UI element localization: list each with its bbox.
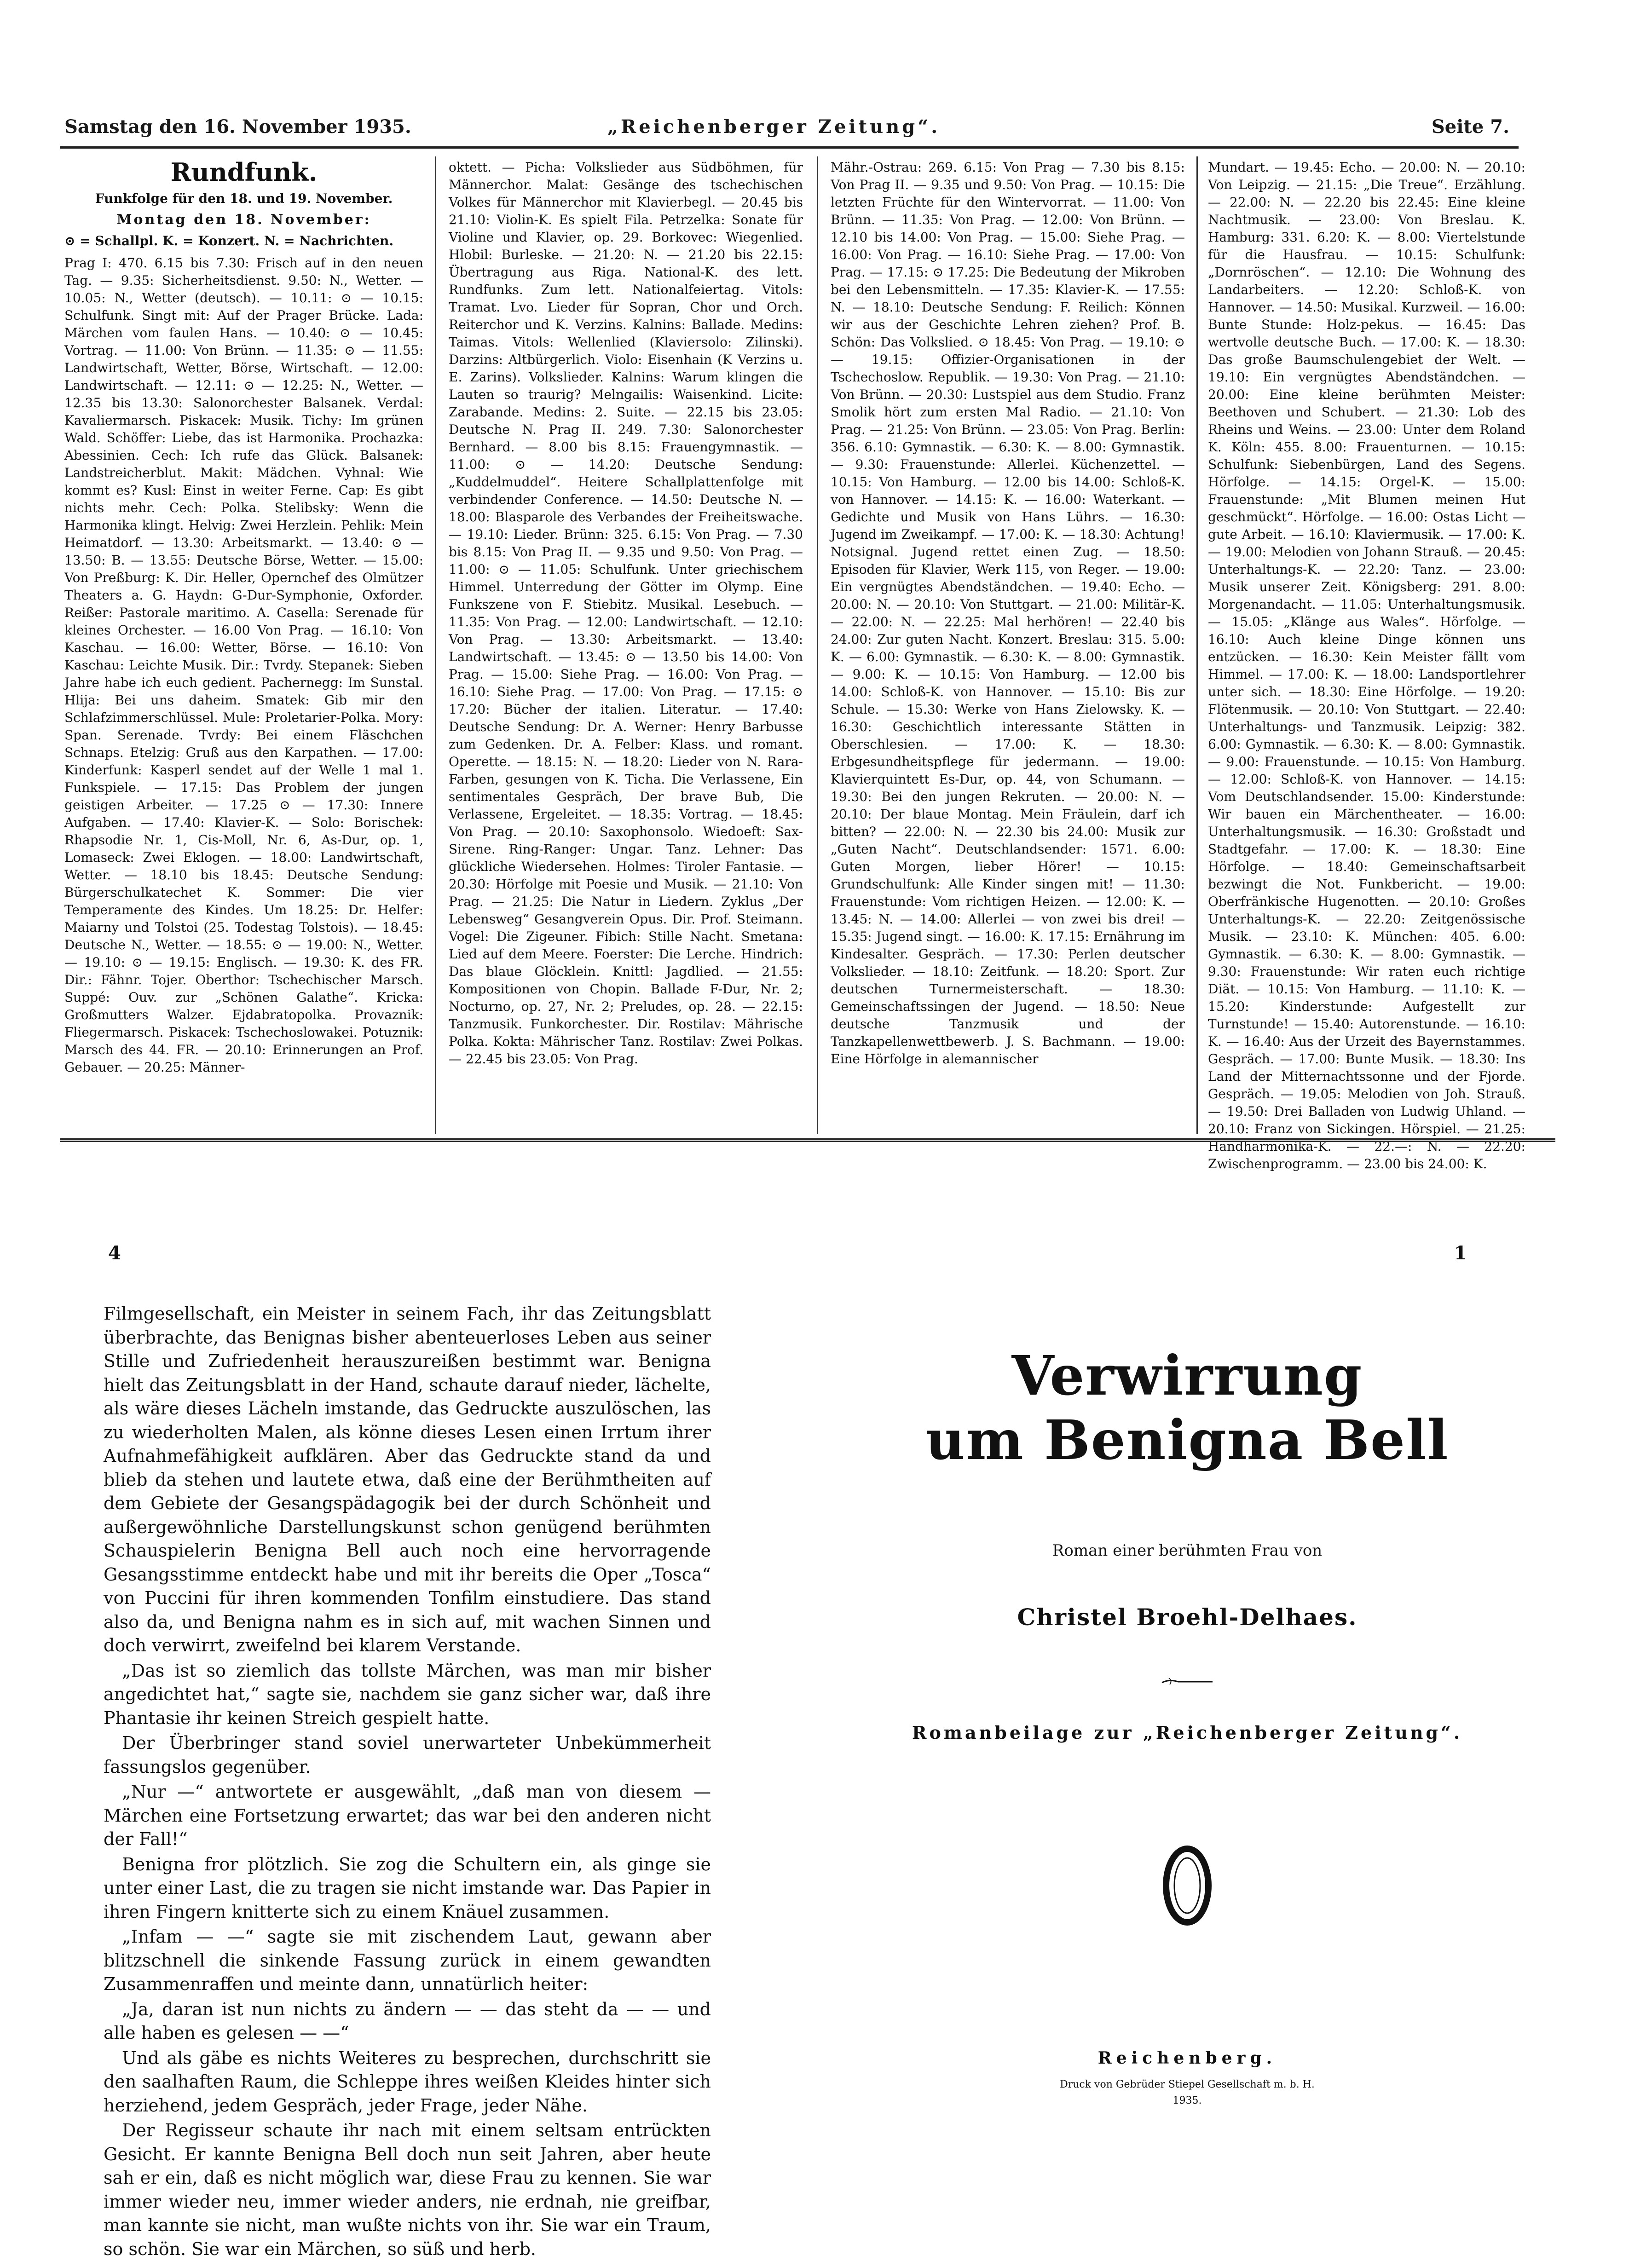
right-page-number: 1 [1454,1242,1467,1264]
radio-legend: ⊙ = Schallpl. K. = Konzert. N. = Nachrichten. [64,233,394,248]
page-header [64,116,1509,144]
radio-column-4 [1208,159,1525,1171]
radio-day: Montag den 18. November: [116,212,371,228]
story-paragraph: „Das ist so ziemlich das tollste Märchen, was man mir bisher angedichtet hat,“ sagte sie, nachdem sie ganz sicher war, daß ihre Phantasie ihr keinen Streich gespielt hatte. [104,1660,711,1728]
radio-column-1 [64,159,423,1130]
radio-column-3-text: Mähr.-Ostrau: 269. 6.15: Von Prag — 7.30 bis 8.15: Von Prag II. — 9.35 und 9.50: Von Prag. — 10.15: Die letzten Früchte für den Wintervorrat. — 11.00: Von Brünn. — 11.35: Von Prag. — 12.00: Von Brünn. — 12.10 bis 14.00: Von Prag. — 15.00: Siehe Prag. — 16.00: Von Prag. — 16.10: Siehe Prag. — 17.00: Von Prag. — 17.15: ⊙ 17.25: Die Bedeutung der Mikroben bei den Lebensmitteln. — 17.35: Klavier-K. — 17.55: N. — 18.10: Deutsche Sendung: F. Reilich: Können wir aus der Geschichte Lehren ziehen? Prof. B. Schön: Das Volkslied. ⊙ 18.45: Von Prag. — 19.10: ⊙ — 19.15: Offizier-Organisationen in der Tschechoslow. Republik. — 19.30: Von Prag. — 21.10: Von Brünn. — 20.30: Lustspiel aus dem Studio. Franz Smolik hört zum ersten Mal Radio. — 21.10: Von Prag. — 21.25: Von Brünn. — 23.05: Von Prag. Berlin: 356. 6.10: Gymnastik. — 6.30: K. — 8.00: Gymnastik. — 9.30: Frauenstunde: Allerlei. Küchenzettel. — 10.15: Von Hamburg. — 12.00 bis 14.00: Schloß-K. von Hannover. — 14.15: K. — 16.00: Waterkant. — Gedichte und Musik von Hans Lührs. — 16.30: Jugend im Zweikampf. — 17.00: K. — 18.30: Achtung! Notsignal. Jugend rettet einen Zug. — 18.50: Episoden für Klavier, Werk 115, von Reger. — 19.00: Ein vergnügtes Abendständchen. — 19.40: Echo. — 20.00: N. — 20.10: Von Stuttgart. — 21.00: Militär-K. — 22.00: N. — 22.25: Mal herhören! — 22.40 bis 24.00: Zur guten Nacht. Konzert. Breslau: 315. 5.00: K. — 6.00: Gymnastik. — 6.30: K. — 8.00: Gymnastik. — 9.00: K. — 10.15: Von Hamburg. — 12.00 bis 14.00: Schloß-K. von Hannover. — 15.10: Bis zur Schule. — 15.30: Werke von Hans Zielowsky. K. — 16.30: Geschichtlich interessante Stätten in Oberschlesien. — 17.00: K. — 18.30: Erbgesundheitspflege für jedermann. — 19.00: Klavierquintett Es-Dur, op. 44, von Schumann. — 19.30: Bei den jungen Rekruten. — 20.00: N. — 20.10: Der blaue Montag. Mein Fräulein, darf ich bitten? — 22.00: N. — 22.30 bis 24.00: Musik zur „Guten Nacht“. Deutschlandsender: 1571. 6.00: Guten Morgen, lieber Hörer! — 10.15: Grundschulfunk: Alle Kinder singen mit! — 11.30: Frauenstunde: Vom richtigen Heizen. — 12.00: K. — 13.45: N. — 14.00: Allerlei — von zwei bis drei! — 15.35: Jugend singt. — 16.00: K. 17.15: Ernährung im Kindesalter. Gespräch. — 17.30: Perlen deutscher Volkslieder. — 18.10: Zeitfunk. — 18.20: Sport. Zur deutschen Turnermeisterschaft. — 18.30: Gemeinschaftssingen der Jugend. — 18.50: Neue deutsche Tanzmusik und der Tanzkapellenwettbewerb. J. S. Bachmann. — 19.00: Eine Hörfolge in alemannischer [831,160,1185,1067]
section-rule [60,1138,1555,1142]
oval-ornament-icon [1162,1844,1213,1927]
novel-subtitle: Roman einer berühmten Frau von [1052,1541,1323,1560]
story-paragraph: Filmgesellschaft, ein Meister in seinem Fach, ihr das Zeitungsblatt überbrachte, das Benignas bisher abenteuerloses Leben aus seiner Stille und Zufriedenheit herauszureißen bestimmt war. Benigna hielt das Zeitungsblatt in der Hand, schaute darauf nieder, lächelte, als wäre dieses Lächeln imstande, das Gedruckte auszulöschen, las zu wiederholten Malen, als könne dieses Lesen einen Irrtum ihrer Aufnahmefähigkeit aufklären. Aber das Gedruckte stand da und blieb da stehen und lautete etwa, daß eine der Berühmtheiten auf dem Gebiete der Gesangspädagogik bei der durch Schönheit und außergewöhnliche Darstellungskunst schon genügend berühmten Schauspielerin Benigna Bell auch noch eine hervorragende Gesangsstimme entdeckt habe und mit ihr bereits die Oper „Tosca“ von Puccini für ihren kommenden Tonfilm einstudiere. Das stand also da, und Benigna nahm es in sich auf, mit wachen Sinnen und doch verwirrt, zweifelnd bei klarem Verstande. [104,1304,711,1655]
printer-line: Druck von Gebrüder Stiepel Gesellschaft m. b. H. [1060,2079,1315,2090]
column-divider [435,156,436,1134]
publisher-place: Reichenberg. [1097,2048,1277,2068]
story-paragraph: „Nur —“ antwortete er ausgewählt, „daß man von diesem — Märchen eine Fortsetzung erwartet; das war bei den anderen nicht der Fall!“ [104,1782,711,1849]
story-paragraph: Der Überbringer stand soviel unerwarteter Unbekümmerheit fassungslos gegenüber. [104,1733,711,1777]
novel-supplement-line: Romanbeilage zur „Reichenberger Zeitung“. [912,1722,1463,1743]
story-paragraph: Und als gäbe es nichts Weiteres zu besprechen, durchschritt sie den saalhaften Raum, die Schleppe ihres weißen Kleides hinter sich herziehend, jedem Gespräch, jeder Frage, jeder Nähe. [104,2048,711,2116]
radio-column-4-text: Mundart. — 19.45: Echo. — 20.00: N. — 20.10: Von Leipzig. — 21.15: „Die Treue“. Erzählung. — 22.00: N. — 22.20 bis 22.45: Eine kleine Nachtmusik. — 23.00: Von Breslau. K. Hamburg: 331. 6.20: K. — 8.00: Viertelstunde für die Hausfrau. — 10.15: Schulfunk: „Dornröschen“. — 12.10: Die Wohnung des Landarbeiters. — 12.20: Schloß-K. von Hannover. — 14.50: Musikal. Kurzweil. — 16.00: Bunte Stunde: Holz-pekus. — 16.45: Das wertvolle deutsche Buch. — 17.00: K. — 18.30: Das große Baumschulengebiet der Welt. — 19.10: Ein vergnügtes Abendständchen. — 20.00: Eine kleine berühmten Meister: Beethoven und Schubert. — 21.30: Lob des Rheins und Weins. — 23.00: Unter dem Roland K. Köln: 455. 8.00: Frauenturnen. — 10.15: Schulfunk: Siebenbürgen, Land des Segens. Hörfolge. — 14.15: Orgel-K. — 15.00: Frauenstunde: „Mit Blumen meinen Hut geschmückt“. Hörfolge. — 16.00: Ostas Licht — gute Arbeit. — 16.10: Klaviermusik. — 17.00: K. — 19.00: Melodien von Johann Strauß. — 20.45: Unterhaltungs-K. — 22.20: Tanz. — 23.00: Musik unserer Zeit. Königsberg: 291. 8.00: Morgenandacht. — 11.05: Unterhaltungsmusik. — 15.05: „Klänge aus Wales“. Hörfolge. — 16.10: Auch kleine Dinge können uns entzücken. — 16.30: Kein Meister fällt vom Himmel. — 17.00: K. — 18.00: Landsportlehrer unter sich. — 18.30: Eine Hörfolge. — 19.20: Flötenmusik. — 20.10: Von Stuttgart. — 22.40: Unterhaltungs- und Tanzmusik. Leipzig: 382. 6.00: Gymnastik. — 6.30: K. — 8.00: Gymnastik. — 9.00: Frauenstunde. — 10.15: Von Hamburg. — 12.00: Schloß-K. von Hannover. — 14.15: Vom Deutschlandsender. 15.00: Kinderstunde: Wir bauen ein Märchentheater. — 16.00: Unterhaltungsmusik. — 16.30: Großstadt und Stadtgefahr. — 17.00: K. — 18.30: Eine Hörfolge. — 18.40: Gemeinschaftsarbeit bezwingt die Not. Funkbericht. — 19.00: Oberfränkische Hugenotten. — 20.10: Großes Unterhaltungs-K. — 22.20: Zeitgenössische Musik. — 23.10: K. München: 405. 6.00: Gymnastik. — 6.30: K. — 8.00: Gymnastik. — 9.30: Frauenstunde: Wir raten euch richtige Diät. — 10.15: Von Hamburg. — 11.10: K. — 15.20: Kinderstunde: Aufgestellt zur Turnstunde! — 15.40: Autorenstunde. — 16.10: K. — 16.40: Aus der Urzeit des Bayernstammes. Gespräch. — 17.00: Bunte Musik. — 18.30: Ins Land der Mitternachtssonne und der Fjorde. Gespräch. — 19.05: Melodien von Joh. Strauß. — 19.50: Drei Balladen von Ludwig Uhland. — 20.10: Franz von Sickingen. Hörspiel. — 21.25: Handharmonika-K. — 22.—: N. — 22.20: Zwischenprogramm. — 23.00 bis 24.00: K. [1208,160,1525,1171]
novel-title-page [874,1344,1500,2106]
radio-column-2 [449,159,803,1130]
publication-year: 1935. [1173,2095,1202,2106]
story-paragraph: „Infam — —“ sagte sie mit zischendem Laut, gewann aber blitzschnell die sinkende Fassung zurück in einem gewandten Zusammenraffen und meinte dann, unnatürlich heiter: [104,1926,711,1994]
header-page-number: Seite 7. [1431,116,1509,138]
header-newspaper: „Reichenberger Zeitung“. [607,116,941,138]
novel-title-line-1: Verwirrung [1011,1344,1363,1407]
radio-column-2-text: oktett. — Picha: Volkslieder aus Südböhmen, für Männerchor. Malat: Gesänge des tschechischen Volkes für Männerchor mit Klavierbegl. — 20.45 bis 21.10: Violin-K. Es spielt Fila. Petrzelka: Sonate für Violine und Klavier, op. 29. Borkovec: Wiegenlied. Hlobil: Burleske. — 21.20: N. — 21.20 bis 22.15: Übertragung aus Riga. National-K. des lett. Rundfunks. Zum lett. Nationalfeiertag. Vitols: Tramat. Lvo. Lieder für Sopran, Chor und Orch. Reiterchor und K. Verzins. Kalnins: Ballade. Medins: Taimas. Vitols: Wellenlied (Klaviersolo: Zilinski). Darzins: Altbürgerlich. Violo: Eisenhain (K Verzins u. E. Zarins). Volkslieder. Kalnins: Warum klingen die Lauten so traurig? Melngailis: Waisenkind. Licite: Zarabande. Medins: 2. Suite. — 22.15 bis 23.05: Deutsche N. Prag II. 249. 7.30: Salonorchester Bernhard. — 8.00 bis 8.15: Frauengymnastik. — 11.00: ⊙ — 14.20: Deutsche Sendung: „Kuddelmuddel“. Heitere Schallplattenfolge mit verbindender Conference. — 14.50: Deutsche N. — 18.00: Blasparole des Verbandes der Freiheitswache. — 19.10: Lieder. Brünn: 325. 6.15: Von Prag. — 7.30 bis 8.15: Von Prag II. — 9.35 und 9.50: Von Prag. — 11.00: ⊙ — 11.05: Schulfunk. Unter griechischem Himmel. Unterredung der Götter im Olymp. Eine Funkszene von F. Stiebitz. Musikal. Lesebuch. — 11.35: Von Prag. — 12.00: Landwirtschaft. — 12.10: Von Prag. — 13.30: Arbeitsmarkt. — 13.40: Landwirtschaft. — 13.45: ⊙ — 13.50 bis 14.00: Von Prag. — 15.00: Siehe Prag. — 16.00: Von Prag. — 16.10: Siehe Prag. — 17.00: Von Prag. — 17.15: ⊙ 17.20: Bücher der italien. Literatur. — 17.40: Deutsche Sendung: Dr. A. Werner: Henry Barbusse zum Gedenken. Dr. A. Felber: Klass. und romant. Operette. — 18.15: N. — 18.20: Lieder von N. Rara-Farben, gesungen von K. Ticha. Die Verlassene, Ein sentimentales Gespräch, Der brave Bub, Die Verlassene, Ergeleitet. — 18.35: Vortrag. — 18.45: Von Prag. — 20.10: Saxophonsolo. Wiedoeft: Sax-Sirene. Ring-Ranger: Ungar. Tanz. Lehner: Das glückliche Wiedersehen. Holmes: Tiroler Fantasie. — 20.30: Hörfolge mit Poesie und Musik. — 21.10: Von Prag. — 21.25: Die Natur in Liedern. Zyklus „Der Lebensweg“ Gesangverein Opus. Dir. Prof. Steimann. Vogel: Die Zigeuner. Fibich: Stille Nacht. Smetana: Lied auf dem Meere. Foerster: Die Lerche. Hindrich: Das blaue Glöcklein. Knittl: Jagdlied. — 21.55: Kompositionen von Chopin. Ballade F-Dur, Nr. 2; Nocturno, op. 27, Nr. 2; Preludes, op. 28. — 22.15: Tanzmusik. Funkorchester. Dir. Rostilav: Mährische Polka. Kokta: Mährischer Tanz. Rostilav: Zwei Polkas. — 22.45 bis 23.05: Von Prag. [449,160,803,1067]
header-rule [60,146,1519,149]
story-paragraph: „Ja, daran ist nun nichts zu ändern — — das steht da — — und alle haben es gelesen — —“ [104,1999,711,2043]
left-page-number: 4 [108,1242,121,1264]
story-text [104,1302,711,2259]
header-date: Samstag den 16. November 1935. [64,116,411,138]
novel-title-line-2: um Benigna Bell [925,1408,1449,1472]
story-paragraph: Benigna fror plötzlich. Sie zog die Schultern ein, als ginge sie unter einer Last, die zu tragen sie nicht imstande war. Das Papier in ihren Fingern knitterte sich zu einem Knäuel zusammen. [104,1854,711,1922]
column-divider [817,156,818,1134]
novel-author: Christel Broehl-Delhaes. [1017,1603,1357,1631]
ornament-swash-icon [1160,1674,1215,1688]
radio-subtitle: Funkfolge für den 18. und 19. November. [95,191,393,206]
column-divider [1196,156,1198,1134]
radio-column-3 [831,159,1185,1130]
radio-column-1-text: Prag I: 470. 6.15 bis 7.30: Frisch auf in den neuen Tag. — 9.35: Sicherheitsdienst. 9.50: N., Wetter. — 10.05: N., Wetter (deutsch). — 10.11: ⊙ — 10.15: Schulfunk. Singt mit: Auf der Prager Brücke. Lada: Märchen vom faulen Hans. — 10.40: ⊙ — 10.45: Vortrag. — 11.00: Von Brünn. — 11.35: ⊙ — 11.55: Landwirtschaft, Wetter, Börse, Wirtschaft. — 12.00: Landwirtschaft. — 12.11: ⊙ — 12.25: N., Wetter. — 12.35 bis 13.30: Salonorchester Balsanek. Verdal: Kavaliermarsch. Piskacek: Musik. Tichy: Im grünen Wald. Schöffer: Liebe, das ist Harmonika. Prochazka: Abessinien. Cech: Ich rufe das Glück. Balsanek: Landstreicherblut. Makit: Mädchen. Vyhnal: Wie kommt es? Kusl: Einst in weiter Ferne. Cap: Es gibt nichts mehr. Cech: Polka. Stelibsky: Wenn die Harmonika klingt. Helvig: Zwei Herzlein. Pehlik: Mein Heimatdorf. — 13.30: Arbeitsmarkt. — 13.40: ⊙ — 13.50: B. — 13.55: Deutsche Börse, Wetter. — 15.00: Von Preßburg: K. Dir. Heller, Opernchef des Olmützer Theaters a. G. Haydn: G-Dur-Symphonie, Oxforder. Reißer: Pastorale maritimo. A. Casella: Serenade für kleines Orchester. — 16.00 Von Prag. — 16.10: Von Kaschau. — 16.00: Wetter, Börse. — 16.10: Von Kaschau: Leichte Musik. Dir.: Tvrdy. Stepanek: Sieben Jahre habe ich euch gedient. Pachernegg: Im Sunstal. Hlija: Bei uns daheim. Smatek: Gib mir den Schlafzimmerschlüssel. Mule: Proletarier-Polka. Mory: Span. Serenade. Tvrdy: Bei einem Fläschchen Schnaps. Etelzig: Gruß aus den Karpathen. — 17.00: Kinderfunk: Kasperl sendet auf der Welle 1 mal 1. Funkspiele. — 17.15: Das Problem der jungen geistigen Arbeiter. — 17.25 ⊙ — 17.30: Innere Aufgaben. — 17.40: Klavier-K. — Solo: Borischek: Rhapsodie Nr. 1, Cis-Moll, Nr. 6, As-Dur, op. 1, Lomaseck: Zwei Eklogen. — 18.00: Landwirtschaft, Wetter. — 18.10 bis 18.45: Deutsche Sendung: Bürgerschulkatechet K. Sommer: Die vier Temperamente des Kindes. Um 18.25: Dr. Helfer: Maiarny und Tolstoi (25. Todestag Tolstois). — 18.45: Deutsche N., Wetter. — 18.55: ⊙ — 19.00: N., Wetter. — 19.10: ⊙ — 19.15: Englisch. — 19.30: K. des FR. Dir.: Fähnr. Tojer. Oberthor: Tschechischer Marsch. Suppé: Ouv. zur „Schönen Galathe“. Kricka: Großmutters Walzer. Ejdabratopolka. Provaznik: Fliegermarsch. Piskacek: Tschechoslowakei. Potuznik: Marsch des 44. FR. — 20.10: Erinnerungen an Prof. Gebauer. — 20.25: Männer- [64,255,423,1075]
story-paragraph: Der Regisseur schaute ihr nach mit einem seltsam entrückten Gesicht. Er kannte Benigna Bell doch nun seit Jahren, aber heute sah er ein, daß es nicht möglich war, diese Frau zu kennen. Sie war immer wieder neu, immer wieder anders, nie erdnah, nie greifbar, man kannte sie nicht, man wußte nichts von ihr. Sie war ein Traum, so schön. Sie war ein Märchen, so süß und herb. [104,2120,711,2259]
radio-title: Rundfunk. [170,157,318,187]
